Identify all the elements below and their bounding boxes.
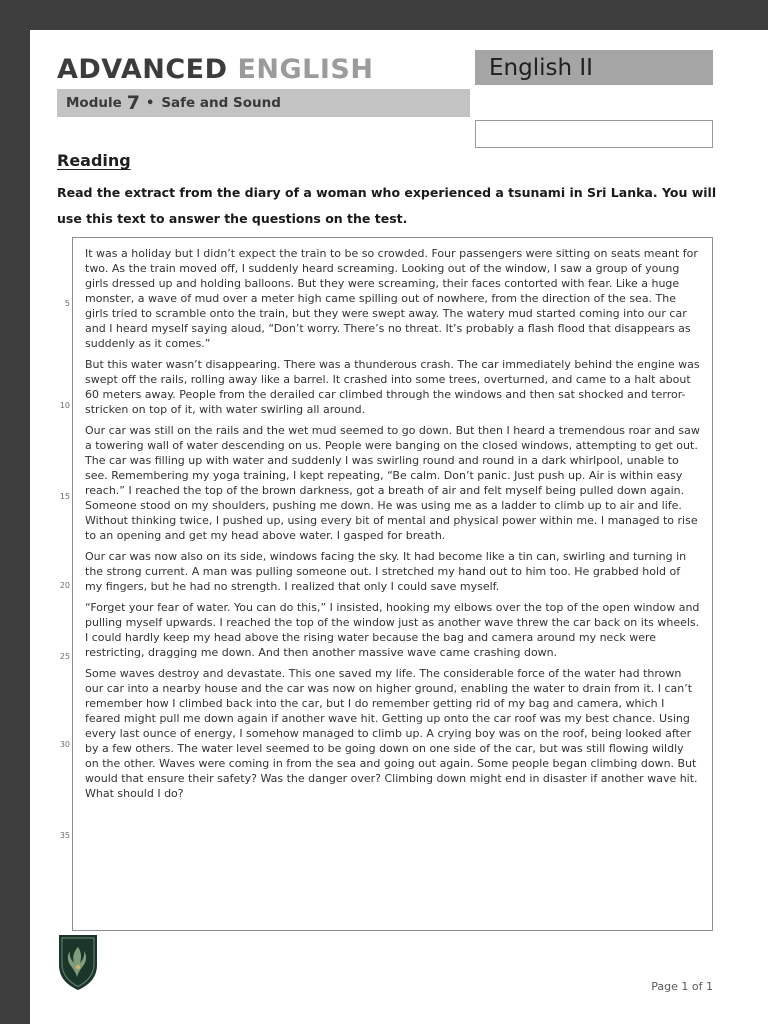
- section-title: Reading: [57, 151, 131, 170]
- excerpt-text-box: [72, 237, 713, 931]
- course-name-box: [475, 50, 713, 85]
- line-number: 20: [59, 581, 70, 590]
- line-number: 35: [59, 831, 70, 840]
- excerpt-paragraph: “Forget your fear of water. You can do this,” I insisted, hooking my elbows over the top of the open window and pulling myself upwards. I reached the top of the window just as another wave threw the car back on its wheels. I could hardly keep my head above the rising water because the bag and camera around my neck were restricting, dragging me down. And then another massive wave came crashing down.: [85, 601, 700, 659]
- title-secondary: ENGLISH: [227, 54, 374, 85]
- page-number-label: Page 1 of 1: [651, 980, 713, 993]
- school-crest-shield-icon: [57, 933, 99, 993]
- header-empty-box: [475, 120, 713, 148]
- excerpt-paragraph: But this water wasn’t disappearing. There was a thunderous crash. The car immediately behind the engine was swept off the rails, rolling away like a barrel. It crashed into some trees, overturned, and came to a halt about 60 meters away. People from the derailed car climbed through the windows and then sat shocked and terror-stricken on top of it, with water swirling all around.: [85, 358, 700, 416]
- excerpt-container: [57, 237, 713, 931]
- module-title: Safe and Sound: [161, 95, 281, 111]
- excerpt-paragraph: Some waves destroy and devastate. This one saved my life. The considerable force of the water had thrown our car into a nearby house and the car was now on higher ground, enabling the water to drain from it. I can’t remember how I climbed back into the car, but I do remember getting rid of my bag and camera, which I feared might pull me down again if another wave hit. Getting up onto the car roof was my best chance. Using every last ounce of energy, I somehow managed to climb up. A crying boy was on the roof, being looked after by a few others. The water level seemed to be going down on one side of the car, but was still flowing wildly on the other. Waves were coming in from the sea and going out again. Some people began climbing down. But would that ensure their safety? Was the danger over? Climbing down might end in disaster if another wave hit. What should I do?: [85, 667, 698, 800]
- line-number: 30: [59, 740, 70, 749]
- reading-instructions: Read the extract from the diary of a woman who experienced a tsunami in Sri Lanka. You will use this text to answer the questions on the test.: [57, 185, 717, 226]
- document-title: [57, 54, 373, 85]
- course-name: English II: [489, 54, 593, 81]
- document-page: [30, 30, 768, 1024]
- title-primary: ADVANCED: [57, 54, 228, 85]
- excerpt-paragraph: Our car was now also on its side, windows facing the sky. It had become like a tin can, swirling and turning in the strong current. A man was pulling someone out. I stretched my hand out to him too. He grabbed hold of my fingers, but he had no strength. I realized that only I could save myself.: [85, 550, 687, 593]
- module-bar: [57, 89, 470, 117]
- module-separator: •: [146, 95, 155, 111]
- excerpt-paragraph: It was a holiday but I didn’t expect the train to be so crowded. Four passengers were sitting on seats meant for two. As the train moved off, I suddenly heard screaming. Looking out of the window, I saw a group of young girls dressed up and holding balloons. But they were screaming, their faces contorted with fear. Like a huge monster, a wave of mud over a meter high came spilling out of nowhere, from the direction of the sea. The girls tried to scramble onto the train, but they were swept away. The watery mud started coming into our car and I heard myself saying aloud, “Don’t worry. There’s no threat. It’s probably a flash flood that disappears as suddenly as it comes.”: [85, 247, 698, 350]
- excerpt-paragraph: Our car was still on the rails and the wet mud seemed to go down. But then I heard a tremendous roar and saw a towering wall of water descending on us. People were banging on the closed windows, attempting to get out. The car was filling up with water and suddenly I was swirling round and round in a dark whirlpool, unable to see. Remembering my yoga training, I kept repeating, “Be calm. Don’t panic. Just push up. Air is within easy reach.” I reached the top of the brown darkness, got a breath of air and felt myself being pulled down again. Someone stood on my shoulders, pushing me down. He was using me as a ladder to climb up to air and life. Without thinking twice, I pushed up, using every bit of mental and physical power within me. I managed to rise to an opening and get my head above water. I gasped for breath.: [85, 424, 700, 542]
- line-number: 25: [59, 652, 70, 661]
- line-number: 5: [64, 299, 70, 308]
- line-number: 15: [59, 492, 70, 501]
- module-number: 7: [126, 92, 141, 114]
- module-label: Module: [66, 95, 122, 111]
- line-number: 10: [59, 401, 70, 410]
